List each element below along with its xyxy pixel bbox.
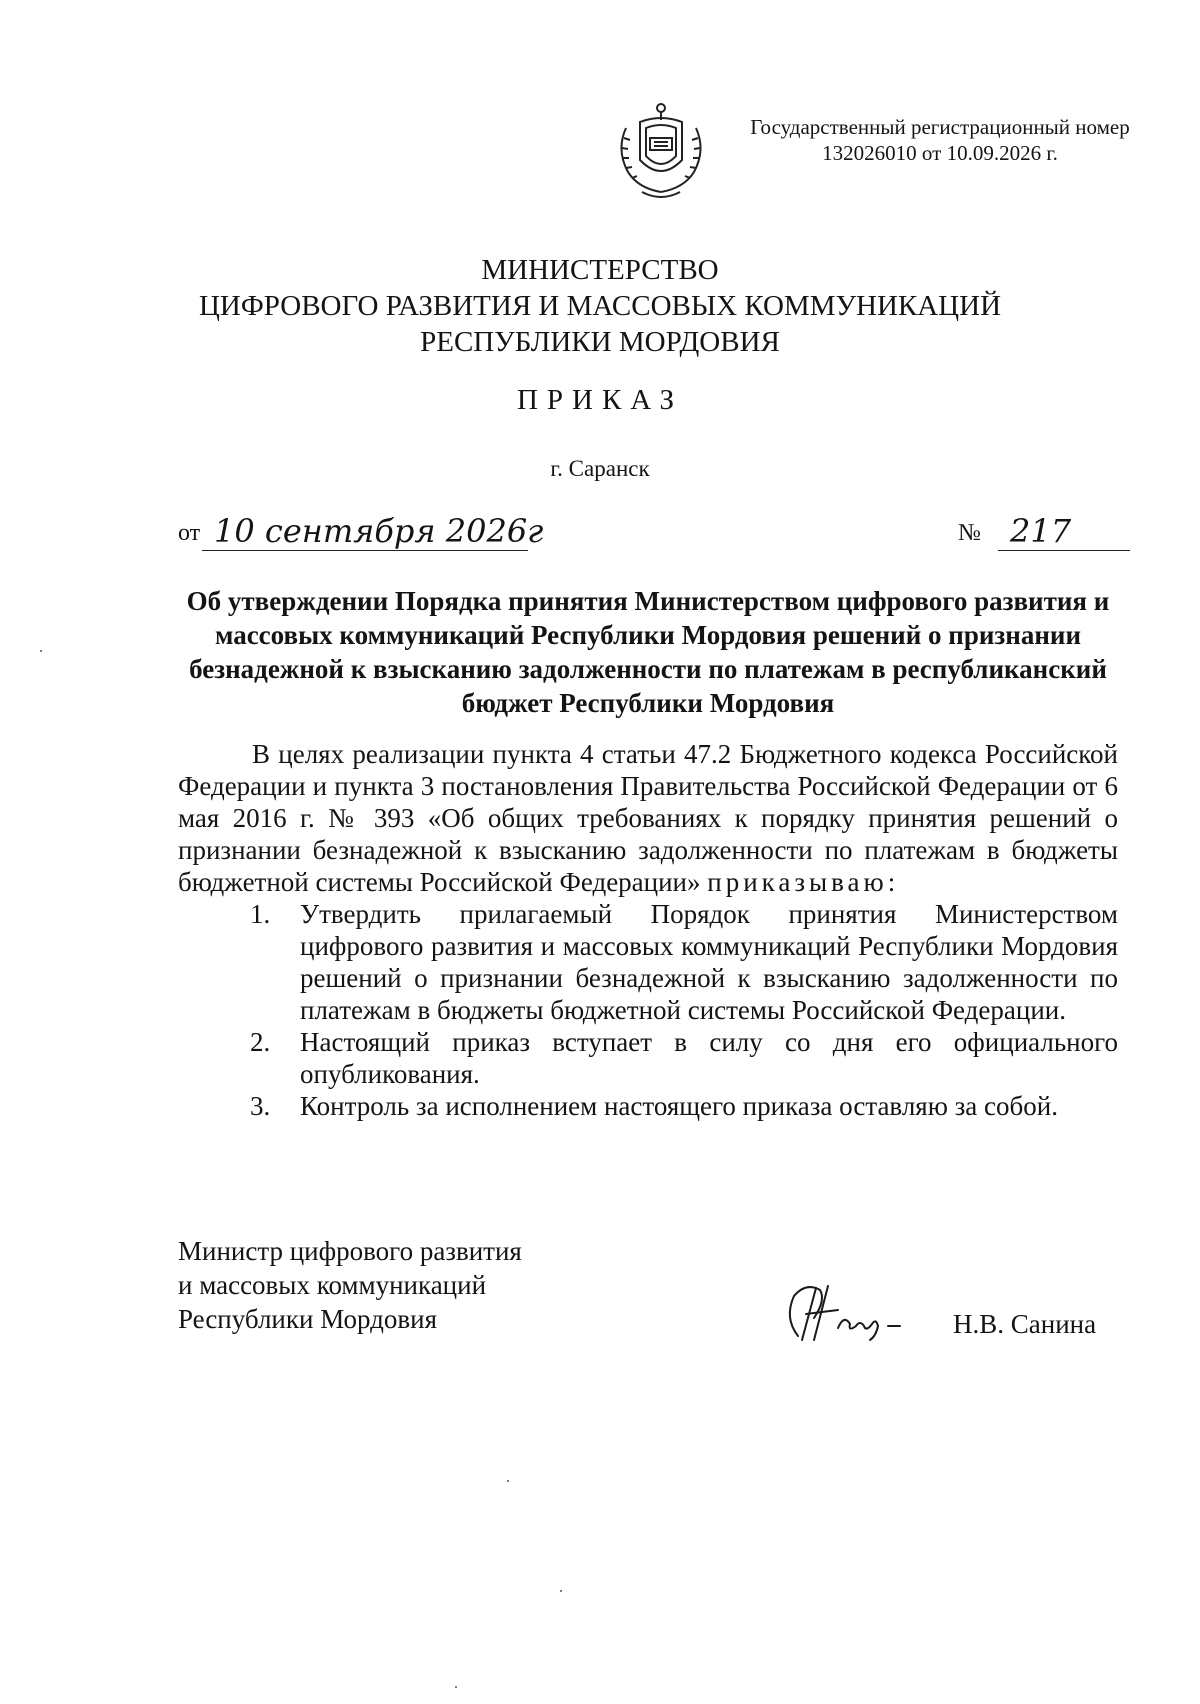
- number-prefix: №: [958, 520, 981, 546]
- registration-line-2: 132026010 от 10.09.2026 г.: [822, 141, 1058, 165]
- ministry-line-1: МИНИСТЕРСТВО: [481, 254, 719, 286]
- coat-of-arms-emblem: [606, 98, 716, 208]
- document-title: Об утверждении Порядка принятия Министерством цифрового развития и массовых коммуникаций Республики Мордовия решений о признании безнадежной к взысканию задолженности по платежам в республиканский бюджет Республики Мордовия: [186, 586, 1110, 718]
- ministry-line-2: ЦИФРОВОГО РАЗВИТИЯ И МАССОВЫХ КОММУНИКАЦИЙ: [198, 290, 1002, 322]
- list-item: [178, 1026, 1118, 1090]
- registration-line-1: Государственный регистрационный номер: [750, 115, 1130, 139]
- number-underline: [998, 550, 1130, 551]
- ministry-line-3: РЕСПУБЛИКИ МОРДОВИЯ: [420, 326, 780, 358]
- signatory-title: [178, 1234, 522, 1336]
- signatory-line-3: Республики Мордовия: [178, 1304, 438, 1334]
- city: г. Саранск: [550, 456, 650, 481]
- preamble: [178, 738, 1118, 898]
- scan-speck: [40, 650, 42, 652]
- registration-number: [740, 114, 1140, 166]
- item-number: 2.: [250, 1027, 271, 1057]
- item-number: 1.: [250, 899, 271, 929]
- date-prefix: от: [178, 520, 201, 546]
- item-text: Настоящий приказ вступает в силу со дня его официального опубликования.: [300, 1027, 1118, 1089]
- date-handwritten: 10 сентября 2026г: [214, 512, 544, 550]
- signatory-name: Н.В. Санина: [953, 1309, 1097, 1339]
- scan-speck: [507, 1480, 509, 1482]
- preamble-text: В целях реализации пункта 4 статьи 47.2 Бюджетного кодекса Российской Федерации и пункта 3 постановления Правительства Российской Федерации от 6 мая 2016 г. № 393 «Об общих требованиях к порядку принятия решений о признании безнадежной к взысканию задолженности по платежам в бюджеты бюджетной системы Российской Федерации»: [178, 739, 1118, 897]
- scan-speck: [560, 1590, 562, 1592]
- item-text: Утвердить прилагаемый Порядок принятия Министерством цифрового развития и массовых коммуникаций Республики Мордовия решений о признании безнадежной к взысканию задолженности по платежам в бюджеты бюджетной системы Российской Федерации.: [300, 899, 1118, 1025]
- list-item: [178, 898, 1118, 1026]
- date-underline: [202, 550, 528, 551]
- document-type: ПРИКАЗ: [516, 384, 684, 416]
- list-item: [178, 1090, 1118, 1122]
- ministry-name: [0, 252, 1200, 360]
- item-text: Контроль за исполнением настоящего приказа оставляю за собой.: [300, 1091, 1058, 1121]
- handwritten-signature: [776, 1278, 916, 1348]
- number-handwritten: 217: [1010, 512, 1072, 550]
- signatory-line-2: и массовых коммуникаций: [178, 1270, 487, 1300]
- signatory-line-1: Министр цифрового развития: [178, 1236, 522, 1266]
- order-word: приказываю:: [707, 867, 900, 897]
- item-number: 3.: [250, 1091, 271, 1121]
- scan-speck: [455, 1686, 457, 1688]
- document-body: [178, 738, 1118, 1122]
